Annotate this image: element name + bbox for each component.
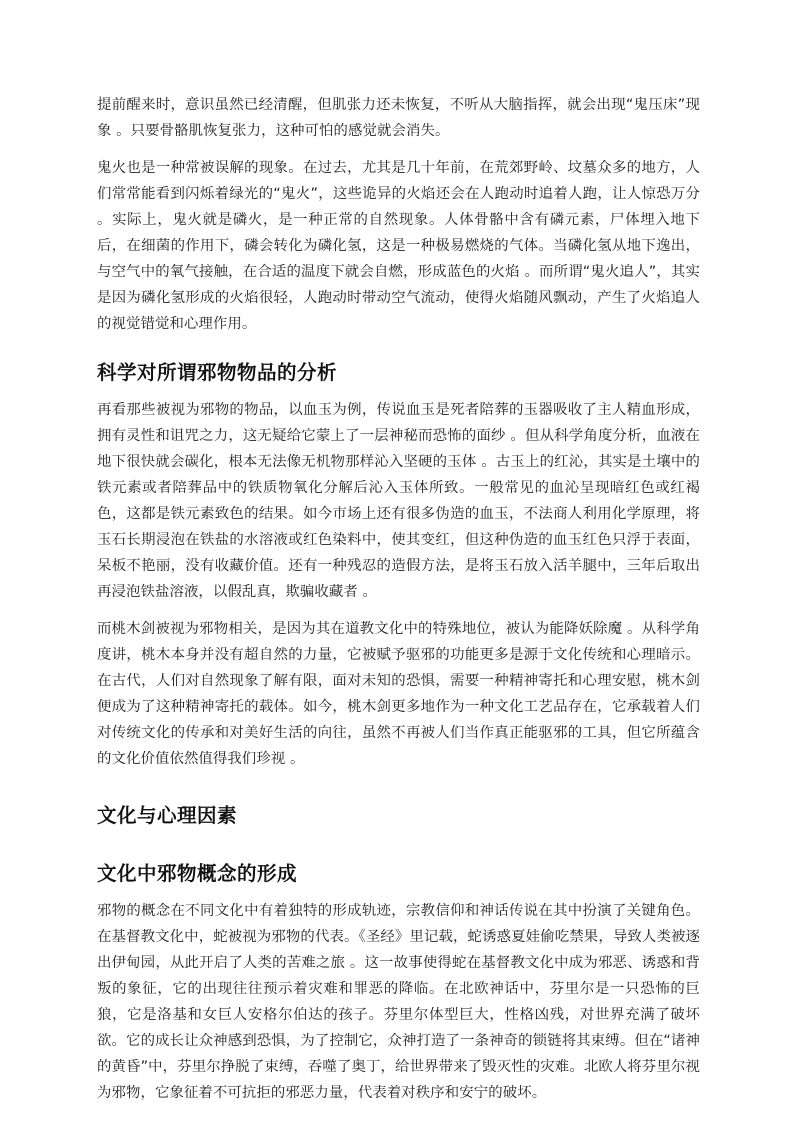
- document-body: [97, 92, 700, 1117]
- paragraph-sleep-paralysis: 提前醒来时，意识虽然已经清醒，但肌张力还未恢复，不听从大脑指挥，就会出现“鬼压床”现象 。只要骨骼肌恢复张力，这种可怕的感觉就会消失。: [97, 97, 700, 139]
- paragraph-ghost-fire: 鬼火也是一种常被误解的现象。在过去，尤其是几十年前，在荒郊野岭、坟墓众多的地方，人们常常能看到闪烁着绿光的“鬼火”，这些诡异的火焰还会在人跑动时追着人跑，让人惊恐万分 。实际上，鬼火就是磷火，是一种正常的自然现象。人体骨骼中含有磷元素，尸体埋入地下后，在细菌的作用下，磷会转化为磷化氢，这是一种极易燃烧的气体。当磷化氢从地下逸出，与空气中的氧气接触，在合适的温度下就会自燃，形成蓝色的火焰 。而所谓“鬼火追人”，其实是因为磷化氢形成的火焰很轻，人跑动时带动空气流动，使得火焰随风飘动，产生了火焰追人的视觉错觉和心理作用。: [97, 160, 700, 332]
- heading-science-analysis: 科学对所谓邪物物品的分析: [97, 361, 338, 384]
- paragraph-religion-myth: 邪物的概念在不同文化中有着独特的形成轨迹，宗教信仰和神话传说在其中扮演了关键角色。在基督教文化中，蛇被视为邪物的代表。《圣经》里记载，蛇诱惑夏娃偷吃禁果，导致人类被逐出伊甸园，从此开启了人类的苦难之旅 。这一故事使得蛇在基督教文化中成为邪恶、诱惑和背叛的象征，它的出现往往预示着灾难和罪恶的降临。在北欧神话中，芬里尔是一只恐怖的巨狼，它是洛基和女巨人安格尔伯达的孩子。芬里尔体型巨大，性格凶残，对世界充满了破坏欲。它的成长让众神感到恐惧，为了控制它，众神打造了一条神奇的锁链将其束缚。但在“诸神的黄昏”中，芬里尔挣脱了束缚，吞噬了奥丁，给世界带来了毁灭性的灾难。北欧人将芬里尔视为邪物，它象征着不可抗拒的邪恶力量，代表着对秩序和安宁的破坏。: [97, 903, 700, 1101]
- paragraph-peach-wood-sword: 而桃木剑被视为邪物相关，是因为其在道教文化中的特殊地位，被认为能降妖除魔 。从科学角度讲，桃木本身并没有超自然的力量，它被赋予驱邪的功能更多是源于文化传统和心理暗示。在古代，人们对自然现象了解有限，面对未知的恐惧，需要一种精神寄托和心理安慰，桃木剑便成为了这种精神寄托的载体。如今，桃木剑更多地作为一种文化工艺品存在，它承载着人们对传统文化的传承和对美好生活的向往，虽然不再被人们当作真正能驱邪的工具，但它所蕴含的文化价值依然值得我们珍视 。: [97, 621, 700, 767]
- heading-culture-psychology: 文化与心理因素: [97, 804, 238, 827]
- paragraph-blood-jade: 再看那些被视为邪物的物品，以血玉为例，传说血玉是死者陪葬的玉器吸收了主人精血形成，拥有灵性和诅咒之力，这无疑给它蒙上了一层神秘而恐怖的面纱 。但从科学角度分析，血液在地下很快就会碳化，根本无法像无机物那样沁入坚硬的玉体 。古玉上的红沁，其实是土壤中的铁元素或者陪葬品中的铁质物氧化分解后沁入玉体所致。一般常见的血沁呈现暗红色或红褐色，这都是铁元素致色的结果。如今市场上还有很多伪造的血玉，不法商人利用化学原理，将玉石长期浸泡在铁盐的水溶液或红色染料中，使其变红，但这种伪造的血玉红色只浮于表面，呆板不艳丽，没有收藏价值。还有一种残忍的造假方法，是将玉石放入活羊腿中，三年后取出再浸泡铁盐溶液，以假乱真，欺骗收藏者 。: [97, 402, 700, 600]
- heading-evil-concept-formation: 文化中邪物概念的形成: [97, 862, 298, 885]
